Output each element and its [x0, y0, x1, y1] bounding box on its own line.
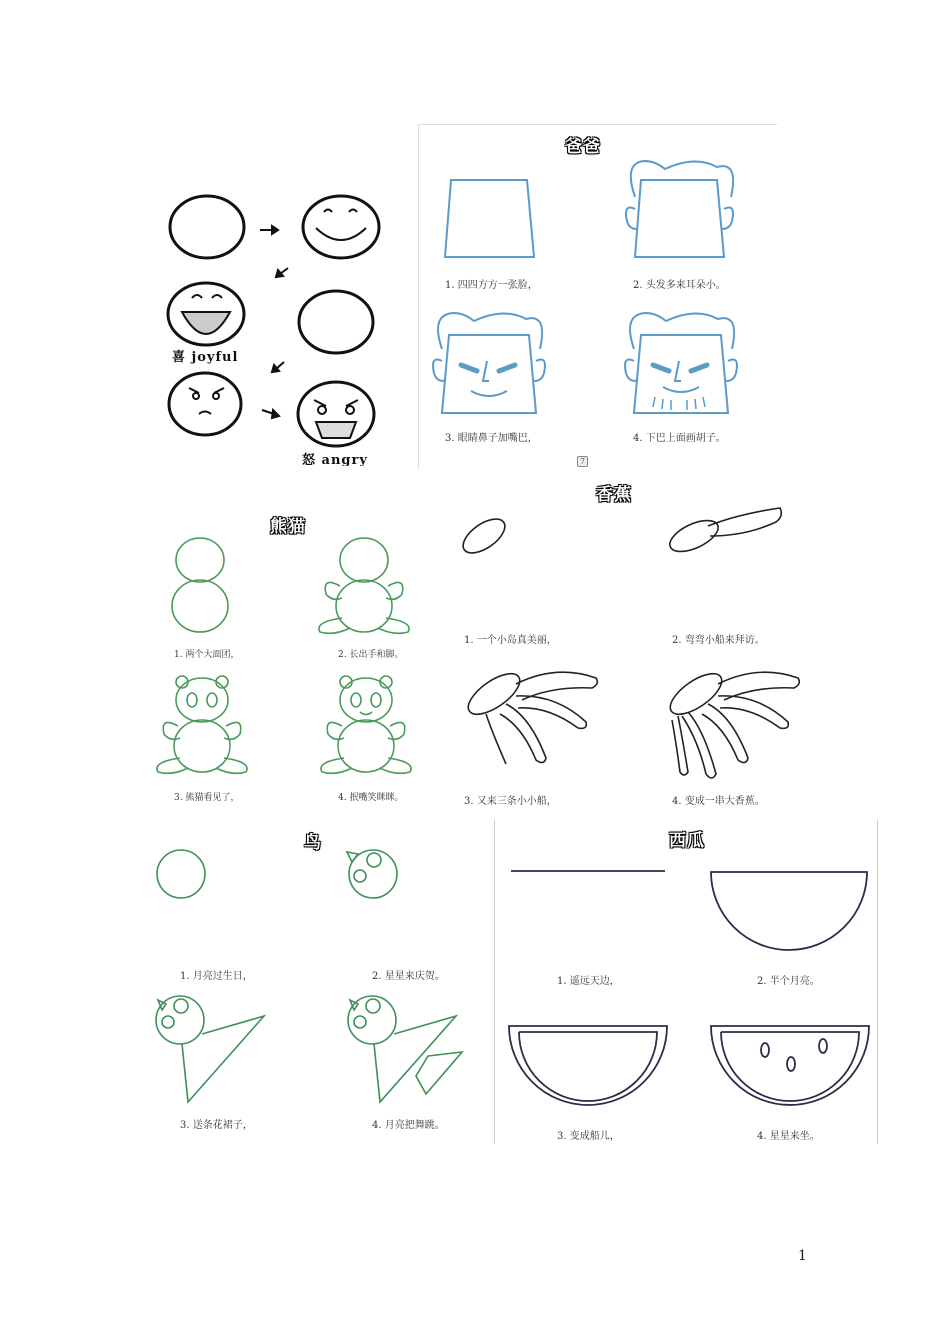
dad-caption-1: 1. 四四方方一张脸，: [445, 280, 538, 291]
banana-caption-4: 4. 变成一串大香蕉。: [672, 796, 765, 807]
dad-face-step1: [445, 180, 534, 257]
dad-face-step4: [634, 335, 728, 413]
watermelon-panel: [494, 820, 878, 1144]
panda-caption-2: 2. 长出手和脚。: [338, 650, 404, 660]
bird-panel: [144, 820, 484, 1140]
banana-caption-2: 2. 弯弯小船来拜访。: [672, 635, 765, 646]
bird-caption-1: 1. 月亮过生日，: [180, 971, 253, 982]
bird-caption-2: 2. 星星来庆贺。: [372, 971, 445, 982]
dad-page-badge: 7: [577, 456, 588, 467]
frown-face: [169, 373, 241, 435]
dad-drawing: [419, 125, 777, 469]
banana-caption-1: 1. 一个小岛真美丽，: [464, 635, 557, 646]
banana-island-1: [457, 512, 510, 559]
panda-title: 熊猫: [270, 517, 306, 537]
watermelon-caption-2: 2. 半个月亮。: [757, 976, 820, 987]
watermelon-title: 西瓜: [669, 831, 705, 851]
smiling-face: [303, 196, 379, 258]
page-number: 1: [798, 1248, 807, 1264]
dad-title: 爸爸: [565, 137, 601, 157]
emotions-drawing: [144, 184, 416, 466]
panda-head-1: [176, 538, 224, 582]
panda-caption-1: 1. 两个大面团，: [174, 650, 240, 660]
banana-panel: [446, 474, 800, 814]
dad-caption-2: 2. 头发多来耳朵小。: [633, 280, 726, 291]
emotions-panel: [144, 184, 416, 466]
watermelon-caption-1: 1. 遥远天边，: [557, 976, 620, 987]
blank-face-1: [170, 196, 244, 258]
panda-panel: [144, 506, 436, 810]
joyful-label: 喜 joyful: [172, 350, 239, 365]
bird-caption-4: 4. 月亮把舞跳。: [372, 1120, 445, 1131]
panda-body-1: [172, 580, 228, 632]
banana-title: 香蕉: [596, 485, 632, 505]
dad-face-step3: [442, 335, 536, 413]
banana-caption-3: 3. 又来三条小小船，: [464, 796, 557, 807]
blank-face-2: [299, 291, 373, 353]
bird-title: 鸟: [304, 833, 322, 853]
bird-moon-1: [157, 850, 205, 898]
dad-caption-4: 4. 下巴上面画胡子。: [633, 433, 726, 444]
panda-caption-4: 4. 抿嘴笑眯眯。: [338, 793, 404, 803]
watermelon-caption-4: 4. 星星来坐。: [757, 1131, 820, 1142]
angry-label: 怒 angry: [302, 453, 368, 466]
dad-caption-3: 3. 眼睛鼻子加嘴巴，: [445, 433, 538, 444]
watermelon-caption-3: 3. 变成船儿，: [557, 1131, 620, 1142]
dad-face-step2: [635, 180, 724, 257]
dad-panel: [418, 124, 777, 469]
watermelon-half-moon: [711, 872, 867, 950]
bird-caption-3: 3. 送条花裙子，: [180, 1120, 253, 1131]
panda-caption-3: 3. 熊猫看见了，: [174, 793, 240, 803]
